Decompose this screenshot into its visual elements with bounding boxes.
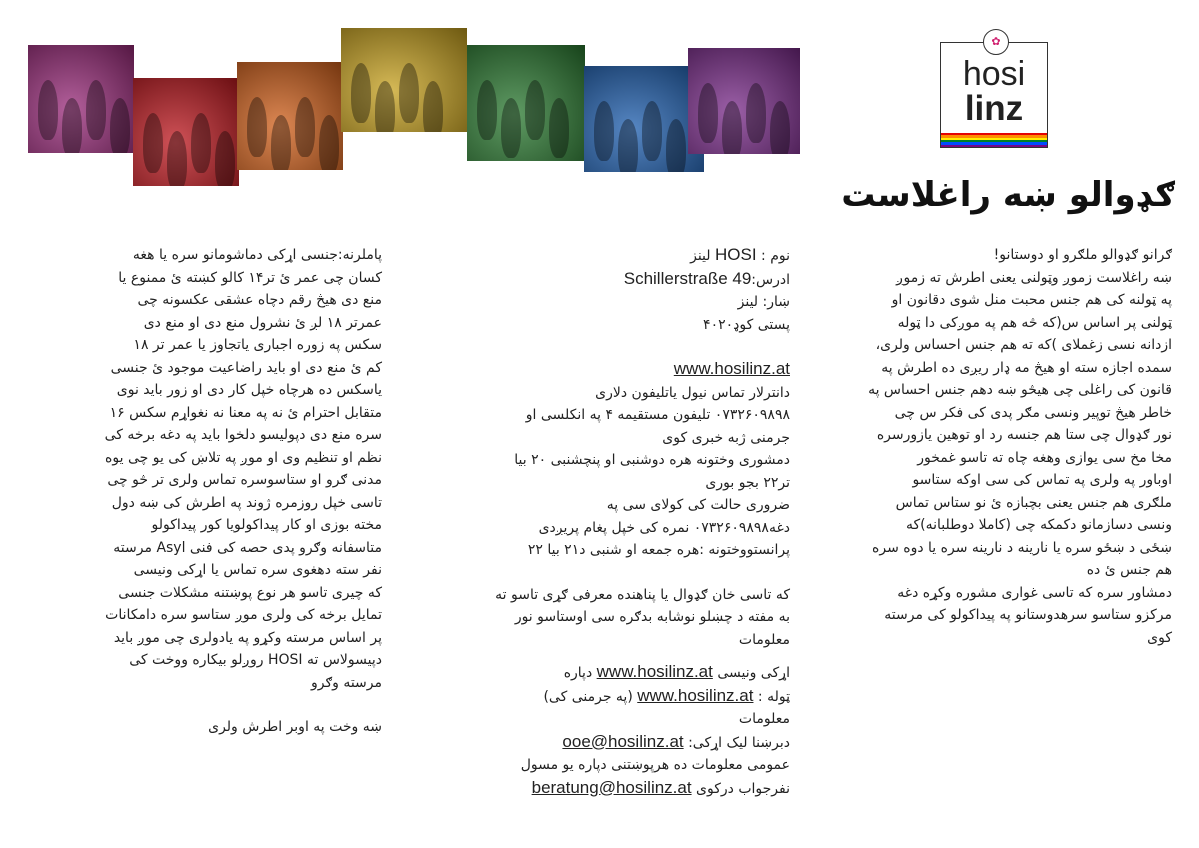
welcome-text-line: سمده اجازه سته او هیڅ مه ډار ریږی ده اطرش په (881, 359, 1172, 376)
notice-text-line: کم ئ منع دی او باید راضاعیت موجود ئ جنسی (110, 359, 382, 376)
welcome-text-line: ښځی د ښځو سره یا نارینه د نارینه سره یا دوه سره (872, 539, 1172, 556)
notice-text-line: مدنی ګرو او ستاسوسره تماس ولری تر څو چی (107, 472, 382, 488)
hosi-linz-logo (940, 35, 1048, 148)
notice-text-line: عمرتر ۱۸ لږ ئ نشرول منع دی او منع دی (143, 314, 382, 331)
email-link-beratung[interactable]: beratung@hosilinz.at (531, 777, 692, 797)
welcome-column (836, 244, 1172, 649)
info-text-line: که تاسی خان ګډوال یا پناهنده معرفی ګړی تاسو ته (495, 586, 790, 603)
welcome-text-line: ازدانه نسی زغملای )که ته هم جنس احساس ولری، (875, 337, 1172, 353)
postal-line: پستی کوډ۴۰۲۰ (703, 316, 790, 333)
photo-red (133, 78, 239, 186)
address-line: ادرس:Schillerstraße 49 (623, 268, 790, 288)
contact-text-line: پرانستووختونه :هره جمعه او شنبی د۲۱ بیا ۲۲ (527, 542, 790, 558)
notice-text-line: مخته بوزی او کار پیداکولویا کور پیداکولو (151, 517, 382, 533)
name-line: نوم : HOSI لینز (690, 245, 790, 264)
notice-text-line: سکس په زوره اجباری یاتجاوز یا عمر تر ۱۸ (133, 337, 382, 353)
photo-blue (584, 66, 704, 172)
notice-text-line: دپیسولاس ته HOSI روږلو بیکاره ووخت کی (129, 652, 382, 668)
notice-text-line: پاملرنه:جنسی اړکی دماشومانو سره یا هغه (132, 247, 382, 263)
notice-text-line: مرسته وګرو (310, 674, 382, 691)
society-line: ټوله : www.hosilinz.at (په جرمنی کی) (543, 685, 790, 705)
welcome-text-line: نور ګډوال چی ستا هم جنسه رد او توهین یازورسره (876, 427, 1172, 443)
welcome-text-line: ملګری هم جنس یعنی بچبازه ئ نو ستاس تماس (895, 494, 1172, 511)
welcome-text-line: کوی (1147, 629, 1172, 646)
welcome-text-line: مرکزو ستاسو سرهدوستانو په پیداکولو کی مرسته (884, 607, 1172, 623)
city-line: ښار: لینز (737, 294, 790, 310)
photo-purple (688, 48, 800, 154)
photo-yellow (341, 28, 467, 132)
photo-orange (237, 62, 343, 170)
notice-text-line: تمایل برخه کی ولری موږ ستاسو سره دامکانات (105, 607, 382, 623)
page-title: ګډوالو ښه راغلاست (841, 175, 1175, 215)
society-end: معلومات (738, 711, 790, 727)
contact-column (440, 244, 790, 800)
notice-text-line: نفر سته دهغوی سره تماس یا اړکی ونیسی (133, 562, 382, 578)
website-link-society[interactable]: www.hosilinz.at (637, 685, 754, 705)
notice-text-line: پر اساس مرسته وکړو په یادولری چی موږ باید (113, 629, 382, 646)
welcome-text-line: مخا مخ سی یوازی وهغه چاه ته تاسو غمخور (917, 449, 1172, 466)
contact-text-line: دانترلار تماس نیول یاتلیفون دلاری (595, 384, 790, 401)
photo-green (467, 45, 585, 161)
welcome-text-line: دمشاور سره که تاسی غواری مشوره وکړه دغه (897, 584, 1172, 601)
notice-text-line: متقابل احترام ئ نه په معنا نه نغواړم سکس ۱۶ (109, 404, 382, 421)
notice-text-line: کسان چی عمر ئ تر۱۴ کالو کښته ئ ممنوع یا (118, 269, 382, 286)
more-info-line: اړکی ونیسی www.hosilinz.at دپاره (563, 662, 790, 681)
welcome-text-line: اوباور په ولری په تماس کی سی اوکه ستاسو (912, 472, 1172, 488)
notice-text-line: سره منع دی دپولیسو دلخوا باید په دغه برخه کی (104, 427, 382, 443)
welcome-text-line: ښه راغلاست زموږ وټولنی یعنی اطرش ته زموږ (896, 269, 1172, 286)
welcome-text-line: هم جنس ئ ده (1086, 562, 1172, 578)
logo-text-hosi: hosi (962, 55, 1026, 93)
email-link-ooe[interactable]: ooe@hosilinz.at (562, 731, 684, 751)
notice-column (30, 244, 382, 739)
contact-text-line: جرمنی ژبه خبری کوی (662, 429, 790, 446)
notice-text-line: تاسی خپل روزمره ژوند په اطرش کی ښه دول (111, 494, 382, 511)
info-text-line: به مفته د چښلو نوشابه بدګره سی اوستاسو نور (514, 609, 790, 625)
contact-text-line: تر۲۲ بجو بوری (705, 474, 790, 491)
notice-text-line: که چیری تاسو هر نوع پوښتنه مشکلات جنسی (118, 584, 382, 601)
contact-text-line: ۰۷۳۲۶۰۹۸۹۸ تلیفون مستقیمه ۴ په انکلسی او (525, 407, 790, 423)
contact-text-line: دغه۰۷۳۲۶۰۹۸۹۸ نمره کی خپل پغام پریږدی (538, 519, 790, 536)
welcome-text-line: ونسی دسازمانو دکمکه چی (کاملا دوطلبانه)که (905, 517, 1172, 533)
welcome-text-line: په ټولنه کی هم جنس محبت منل شوی دقانون او (891, 292, 1172, 308)
notice-text-line: متاسفانه وګرو پدی حصه کی فنی Asyl مرسته (113, 539, 382, 556)
notice-text-line: منع دی هیڅ رقم دچاه عشقی عکسونه چی (137, 292, 382, 308)
general-info-line: عمومی معلومات ده هرپوښتنی دپاره یو مسول (520, 757, 790, 773)
photo-magenta (28, 45, 134, 153)
email-line: دبرښنا لیک اړکی: ooe@hosilinz.at (562, 731, 790, 751)
website-link-more[interactable]: www.hosilinz.at (596, 662, 713, 681)
logo-badge-icon: ✿ (983, 29, 1009, 55)
closing-line: ښه وخت په اوبر اطرش ولری (208, 719, 382, 735)
logo-rainbow-stripe (941, 133, 1047, 147)
notice-text-line: نظم او تنظیم وی او موږ په تلاښ کی یو چی یوه (105, 449, 382, 466)
website-link-main[interactable]: www.hosilinz.at (673, 359, 790, 378)
notice-text-line: یاسکس ده هرچاه خپل کار دی او زور باید نوی (116, 382, 382, 398)
contact-text-line: ضروری حالت کی کولای سی په (606, 497, 790, 513)
reply-line: نفرجواب درکوی beratung@hosilinz.at (531, 777, 790, 797)
welcome-text-line: ټولنی پر اساس س(که څه هم په موږکی دا ټوله (897, 314, 1172, 331)
welcome-text-line: خاطر هیڅ توپیر ونسی مګر پدی کی فکر س چی (894, 404, 1172, 421)
logo-text-linz: linz (964, 89, 1024, 128)
welcome-text-line: قانون کی راغلی چی هیڅو ښه دهم جنس احساس په (868, 382, 1172, 398)
greeting: ګرانو ګډوالو ملګرو او دوستانو! (993, 247, 1172, 263)
info-text-line: معلومات (738, 631, 790, 648)
contact-text-line: دمشوری وختونه هره دوشنبی او پنچشنبی ۲۰ بیا (514, 452, 790, 468)
